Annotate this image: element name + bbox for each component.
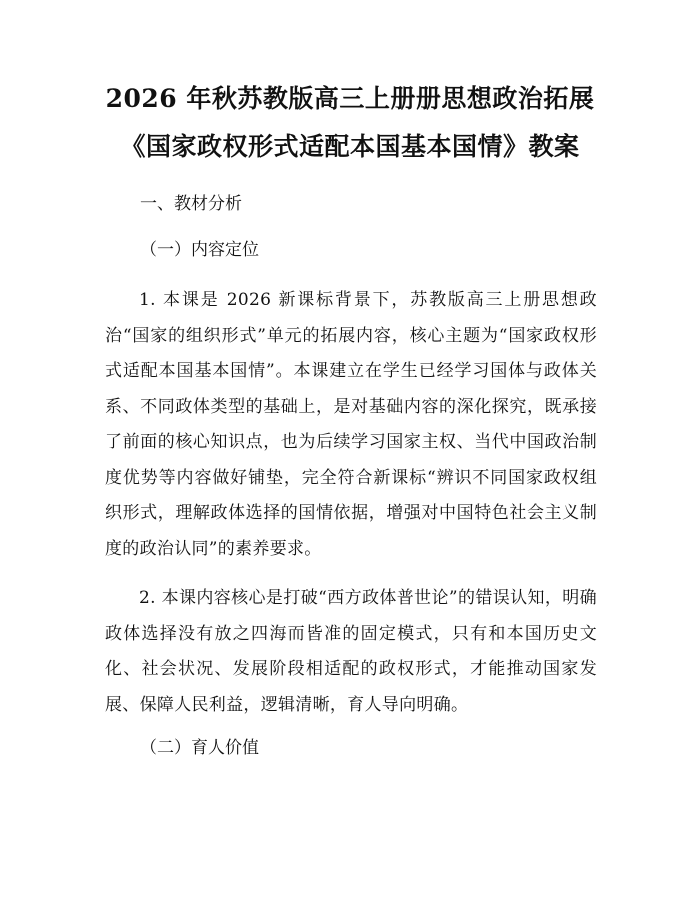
document-title-line-2: 《国家政权形式适配本国基本国情》教案 — [120, 132, 580, 161]
subsection-heading-educational-value: （二）育人价值 — [140, 738, 259, 758]
document-title-line-1: 2026 年秋苏教版高三上册册思想政治拓展 — [105, 84, 595, 113]
paragraph-2: 2. 本课内容核心是打破“西方政体普世论”的错误认知，明确政体选择没有放之四海而皆准的固定模式，只有和本国历史文化、社会状况、发展阶段相适配的政权形式，才能推动国家发展、保障人民利益，逻辑清晰，育人导向明确。 — [105, 588, 597, 715]
subsection-heading-content-positioning: （一）内容定位 — [140, 240, 259, 260]
paragraph-1: 1. 本课是 2026 新课标背景下，苏教版高三上册思想政治“国家的组织形式”单元的拓展内容，核心主题为“国家政权形式适配本国基本国情”。本课建立在学生已经学习国体与政体关系、不同政体类型的基础上，是对基础内容的深化探究，既承接了前面的核心知识点，也为后续学习国家主权、当代中国政治制度优势等内容做好铺垫，完全符合新课标“辨识不同国家政权组织形式，理解政体选择的国情依据，增强对中国特色社会主义制度的政治认同”的素养要求。 — [105, 290, 597, 559]
section-heading-textbook-analysis: 一、教材分析 — [140, 194, 242, 214]
